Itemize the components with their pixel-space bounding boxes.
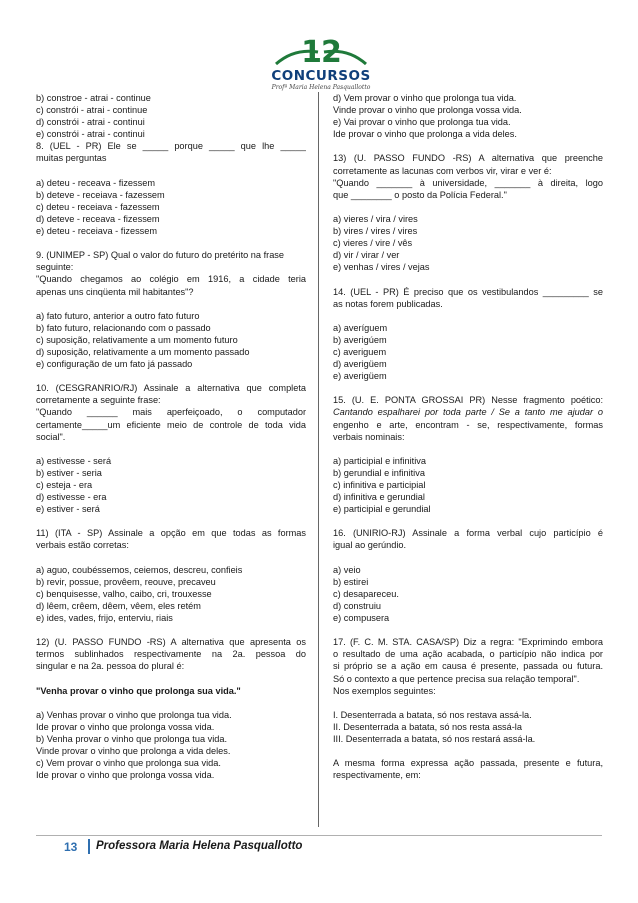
option-line: a) deteu - receava - fizessem [36,177,155,188]
text-line: e) constrói - atrai - continui [36,129,145,140]
text-line: b) constroe - atrai - continue [36,93,151,103]
text-line: igual ao gerúndio. [333,540,407,551]
text-line: o resultado de uma ação acabada, o particípio não indica por [333,649,603,660]
example-line: II. Desenterrada a batata, só nos resta assá-la [333,721,522,732]
text-line: seguinte: [36,262,74,273]
option-line: b) averigúem [333,334,387,345]
option-line: d) construiu [333,600,382,611]
option-line: b) revir, possue, provêem, reouve, precaveu [36,576,216,587]
option-line: b) fato futuro, relacionando com o passado [36,322,211,333]
option-line: e) ides, vades, frijo, enterviu, riais [36,613,173,624]
text-line: "Quando chegamos ao colégio em 1916, a cidade teria [36,274,306,285]
option-line: Ide provar o vinho que prolonga vossa vida. [36,721,215,732]
option-line: e) deteu - receiava - fizessem [36,226,158,237]
text-line: "Quando _______ à universidade, _______ à direita, logo [333,177,603,188]
text-line: A mesma forma expressa ação passada, presente e futura, [333,758,603,769]
option-line: a) vieres / vira / vires [333,213,418,224]
option-line: a) Venhas provar o vinho que prolonga tua vida. [36,709,232,720]
option-line: d) estivesse - era [36,492,107,503]
text-line: engenho e arte, encontram - se, respectivamente, formas [333,419,603,430]
text-line: que ________ o posto da Polícia Federal." [333,189,507,200]
text-line: apenas uns cinqüenta mil habitantes"? [36,286,194,297]
right-column [333,92,603,781]
option-line: a) fato futuro, anterior a outro fato futuro [36,310,200,321]
option-line: c) vieres / vire / vês [333,238,413,249]
option-line: c) esteja - era [36,480,93,490]
option-line: d) deteve - receava - fizessem [36,213,160,224]
option-line: b) Venha provar o vinho que prolonga tua vida. [36,733,228,744]
option-line: e) averigüem [333,371,387,382]
option-line: a) averíguem [333,322,388,333]
option-line: c) Vem provar o vinho que prolonga sua vida. [36,758,221,769]
question-14: 14. (UEL - PR) É preciso que os vestibulandos _________ se [333,286,603,297]
author-name: Professora Maria Helena Pasquallotto [96,840,303,852]
text-line: "Quando ______ mais aperfeiçoado, o computador [36,407,306,418]
option-line: Vinde provar o vinho que prolonga vossa vida. [333,105,522,116]
question-12: 12) (U. PASSO FUNDO -RS) A alternativa que apresenta os [36,637,306,648]
text-line: social". [36,431,66,442]
logo-number: 12 [301,35,341,70]
option-line: e) venhas / vires / vejas [333,262,430,273]
option-line: c) averiguem [333,346,387,357]
logo-subtitle: Profª Maria Helena Pasquallotto [271,84,371,91]
option-line: e) participial e gerundial [333,504,431,515]
option-line: e) estiver - será [36,504,100,515]
text-line: si próprio se a ação em causa é presente, passada ou futura. [333,661,603,672]
option-line: c) desapareceu. [333,588,399,599]
page-footer [36,835,602,858]
option-line: d) vir / virar / ver [333,250,400,261]
option-line: a) participial e infinitiva [333,455,426,466]
column-divider [318,92,319,827]
option-line: a) aguo, coubéssemos, ceiemos, descreu, confieis [36,564,243,575]
text-line: respectivamente, em: [333,770,421,781]
option-line: c) suposição, relativamente a um momento futuro [36,334,238,345]
question-13: 13) (U. PASSO FUNDO -RS) A alternativa que preenche [333,153,603,164]
option-line: b) estiver - seria [36,467,102,478]
option-line: e) compusera [333,613,390,624]
option-line: c) benquisesse, valho, caibo, cri, trouxesse [36,588,212,599]
option-line: b) vires / vires / vires [333,226,418,237]
question-9: 9. (UNIMEP - SP) Qual o valor do futuro do pretérito na frase [36,250,285,261]
question-10: 10. (CESGRANRIO/RJ) Assinale a alternativa que completa [36,383,306,394]
option-line: b) gerundial e infinitiva [333,467,425,478]
text-line: muitas perguntas [36,153,107,164]
option-line: Ide provar o vinho que prolonga vossa vida. [36,770,215,781]
text-line: Só o contexto a que pertence precisa sua relação temporal". [333,673,580,684]
text-line: corretamente a seguinte frase: [36,395,161,406]
option-line: c) deteu - receiava - fazessem [36,201,160,212]
question-15: 15. (U. E. PONTA GROSSAI PR) Nesse fragmento poético: [333,395,603,406]
text-line: corretamente as lacunas com verbos vir, virar e ver é: [333,165,552,176]
option-line: b) deteve - receiava - fazessem [36,189,165,200]
question-16: 16. (UNIRIO-RJ) Assinale a forma verbal cujo particípio é [333,528,603,539]
poem-line: Cantando espalharei por toda parte / Se a tanto me ajudar o [333,407,603,418]
text-line: c) constrói - atrai - continue [36,105,148,116]
option-line: e) configuração de um fato já passado [36,359,193,370]
text-line: singular e na 2a. pessoa do plural é: [36,661,185,672]
option-line: d) lêem, crêem, dêem, vêem, eles retém [36,600,201,611]
option-line: d) averigüem [333,359,387,370]
option-line: e) Vai provar o vinho que prolonga tua vida. [333,117,511,128]
text-line: verbais estão corretas: [36,540,129,551]
text-line: Nos exemplos seguintes: [333,685,436,696]
option-line: a) veio [333,564,361,575]
option-line: Vinde provar o vinho que prolonga a vida deles. [36,746,231,757]
quote-line: "Venha provar o vinho que prolonga sua vida." [36,685,241,696]
text-line: as notas forem publicadas. [333,298,443,309]
text-line: termos sublinhados respectivamente na 2a. pessoa do [36,649,306,660]
option-line: d) infinitiva e gerundial [333,492,425,503]
page-number: 13 [64,840,78,854]
option-line: d) Vem provar o vinho que prolonga tua vida. [333,93,517,103]
text-line: certamente_____um eficiente meio de controle de toda vida [36,419,306,430]
text-line: d) constrói - atrai - continui [36,117,145,128]
example-line: I. Desenterrada a batata, só nos restava assá-la. [333,709,532,720]
option-line: b) estirei [333,576,369,587]
example-line: III. Desenterrada a batata, só nos restará assá-la. [333,733,536,744]
option-line: c) infinitiva e participial [333,480,426,490]
text-line: verbais nominais: [333,431,405,442]
question-8: 8. (UEL - PR) Ele se _____ porque _____ que lhe _____ [36,141,306,152]
logo-word: CONCURSOS [271,68,371,84]
option-line: a) estivesse - será [36,455,112,466]
logo [268,35,374,98]
option-line: Ide provar o vinho que prolonga a vida deles. [333,129,517,140]
question-11: 11) (ITA - SP) Assinale a opção em que todas as formas [36,528,306,539]
option-line: d) suposição, relativamente a um momento passado [36,346,250,357]
question-17: 17. (F. C. M. STA. CASA/SP) Diz a regra: "Exprimindo embora [333,637,603,648]
left-column [36,92,306,781]
footer-separator [88,839,90,854]
